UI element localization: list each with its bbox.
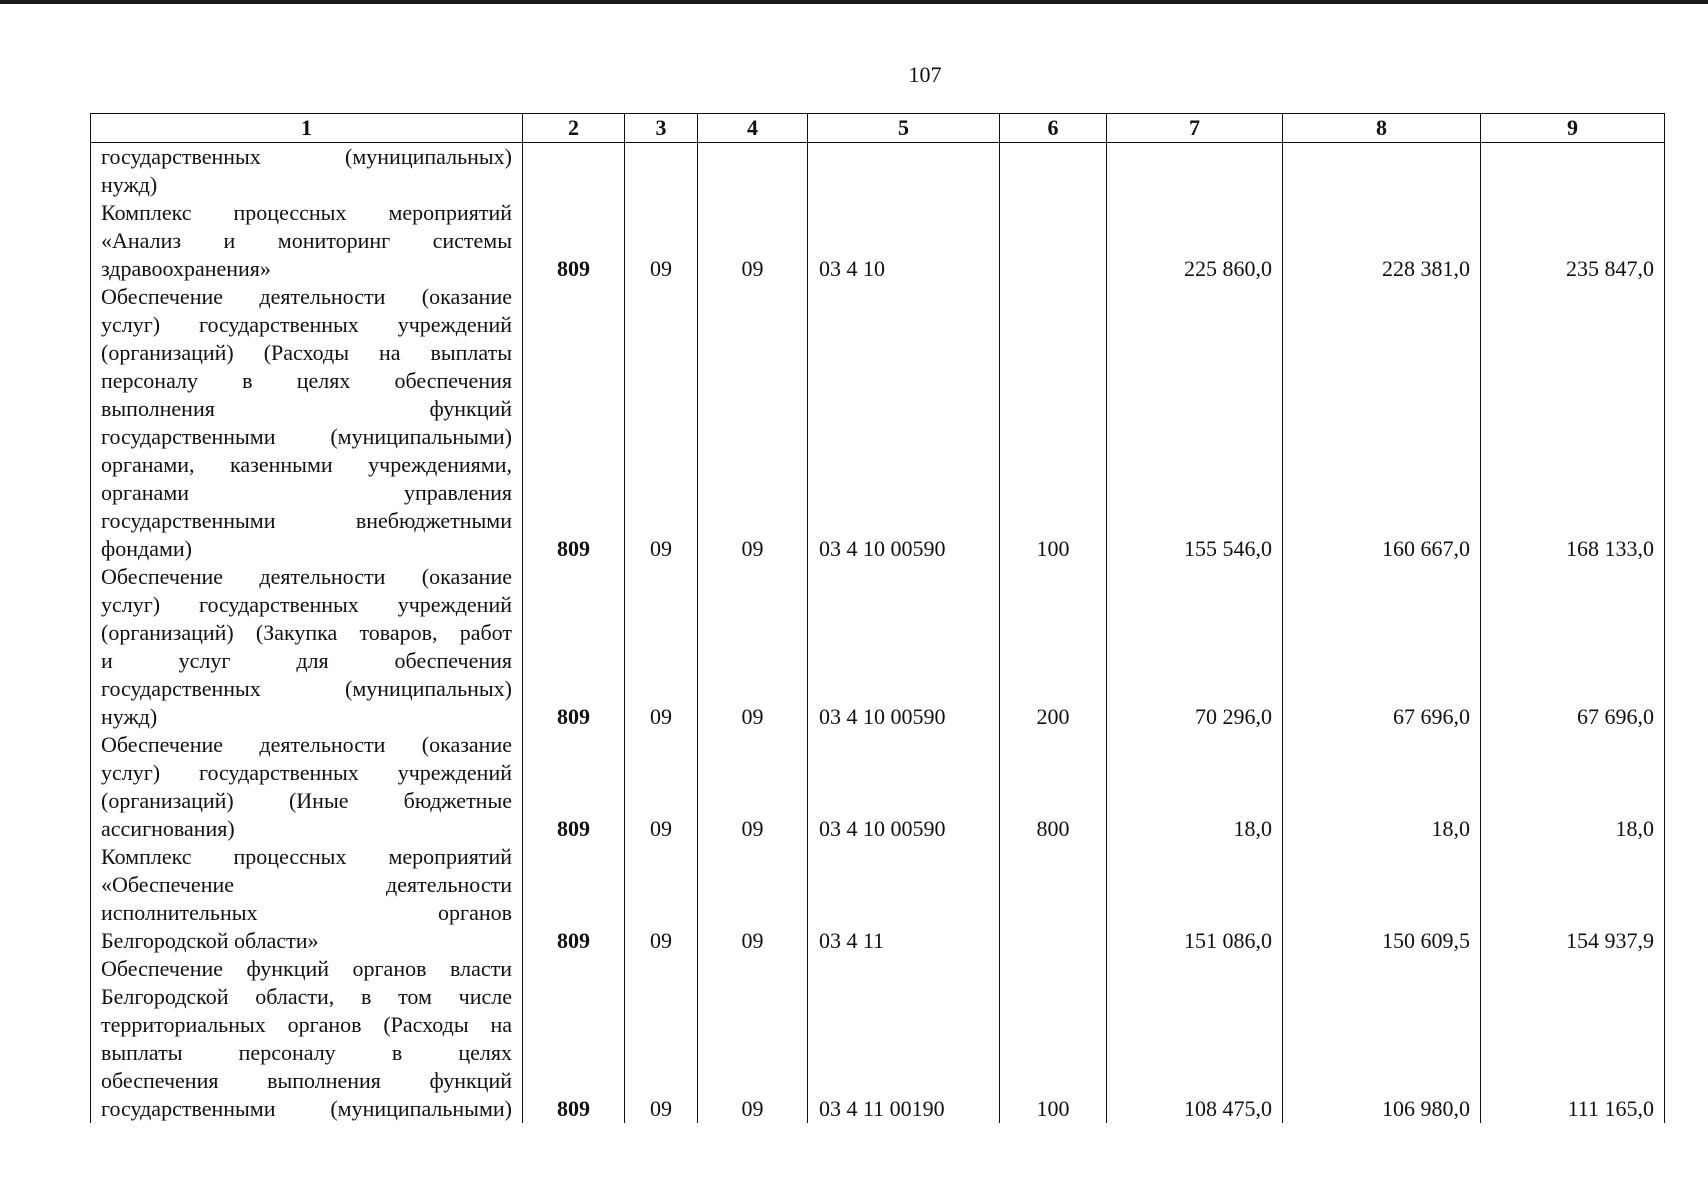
section-cell-value: 09 (650, 256, 672, 281)
description-line: услуг) государственных учреждений (101, 592, 512, 617)
table-row (91, 283, 1665, 563)
description-line: (организаций) (Закупка товаров, работ (101, 620, 512, 645)
ministry-code-cell (523, 199, 625, 283)
description-line: территориальных органов (Расходы на (101, 1012, 512, 1037)
ministry-code-cell-value: 809 (557, 928, 590, 953)
amount-year1-cell (1107, 199, 1283, 283)
amount-year3-cell-value: 154 937,9 (1566, 928, 1654, 953)
amount-year2-cell (1283, 731, 1481, 843)
description-line: Белгородской области, в том числе (101, 984, 512, 1009)
subsection-cell-value: 09 (741, 816, 764, 841)
table-row (91, 955, 1665, 1123)
subsection-cell (698, 143, 808, 200)
subsection-cell-value (698, 171, 807, 199)
description-cell (91, 731, 523, 843)
amount-year2-cell (1283, 955, 1481, 1123)
amount-year2-cell-value: 160 667,0 (1382, 536, 1470, 561)
description-line: выполнения функций (101, 396, 512, 421)
ministry-code-cell-value: 809 (557, 536, 590, 561)
amount-year1-cell-value: 18,0 (1233, 816, 1272, 841)
budget-table (90, 113, 1665, 1123)
subsection-cell (698, 731, 808, 843)
amount-year3-cell-value: 168 133,0 (1566, 536, 1654, 561)
expense-type-cell (1000, 563, 1107, 731)
amount-year1-cell-value: 70 296,0 (1195, 704, 1272, 729)
subsection-cell (698, 955, 808, 1123)
description-line: нужд) (101, 704, 158, 729)
subsection-cell-value: 09 (741, 536, 764, 561)
column-header: 9 (1481, 114, 1665, 143)
description-line: здравоохранения» (101, 256, 271, 281)
amount-year2-cell-value: 228 381,0 (1382, 256, 1470, 281)
amount-year1-cell-value: 151 086,0 (1184, 928, 1272, 953)
expense-type-cell-value: 800 (1036, 816, 1070, 841)
amount-year2-cell (1283, 843, 1481, 955)
description-line: Комплекс процессных мероприятий (101, 200, 512, 225)
amount-year1-cell (1107, 143, 1283, 200)
description-line: услуг) государственных учреждений (101, 760, 512, 785)
target-article-cell-value: 03 4 11 (819, 928, 885, 953)
description-line: органами управления (101, 480, 512, 505)
description-line: государственных (муниципальных) (101, 676, 512, 701)
target-article-cell (808, 199, 1000, 283)
section-cell-value (625, 171, 697, 199)
description-line: государственными (муниципальными) (101, 424, 512, 449)
description-line: персоналу в целях обеспечения (101, 368, 512, 393)
section-cell-value: 09 (650, 704, 672, 729)
amount-year3-cell (1481, 955, 1665, 1123)
section-cell-value: 09 (650, 928, 672, 953)
target-article-cell-value (819, 171, 999, 199)
amount-year3-cell (1481, 199, 1665, 283)
section-cell (625, 731, 698, 843)
description-line: Обеспечение деятельности (оказание (101, 564, 512, 589)
subsection-cell (698, 199, 808, 283)
subsection-cell (698, 843, 808, 955)
amount-year2-cell (1283, 283, 1481, 563)
amount-year1-cell-value (1107, 171, 1272, 199)
expense-type-cell (1000, 731, 1107, 843)
amount-year2-cell (1283, 143, 1481, 200)
section-cell (625, 143, 698, 200)
target-article-cell (808, 563, 1000, 731)
description-line: Белгородской области» (101, 928, 319, 953)
expense-type-cell-value (1000, 255, 1106, 283)
description-line: государственных (муниципальных) (101, 144, 512, 169)
ministry-code-cell (523, 563, 625, 731)
description-line: и услуг для обеспечения (101, 648, 512, 673)
section-cell (625, 283, 698, 563)
amount-year3-cell-value: 111 165,0 (1567, 1096, 1654, 1121)
amount-year3-cell (1481, 731, 1665, 843)
target-article-cell-value: 03 4 10 00590 (819, 816, 946, 841)
column-header: 7 (1107, 114, 1283, 143)
subsection-cell-value: 09 (741, 928, 764, 953)
expense-type-cell (1000, 143, 1107, 200)
target-article-cell-value: 03 4 10 (819, 256, 885, 281)
ministry-code-cell-value: 809 (557, 704, 590, 729)
target-article-cell-value: 03 4 11 00190 (819, 1096, 945, 1121)
description-line: Обеспечение деятельности (оказание (101, 732, 512, 757)
target-article-cell (808, 731, 1000, 843)
column-header: 2 (523, 114, 625, 143)
description-line: Комплекс процессных мероприятий (101, 844, 512, 869)
amount-year3-cell-value: 18,0 (1615, 816, 1654, 841)
description-line: выплаты персоналу в целях (101, 1040, 512, 1065)
section-cell-value: 09 (650, 536, 672, 561)
table-row (91, 843, 1665, 955)
page-number: 107 (908, 62, 942, 87)
subsection-cell (698, 283, 808, 563)
amount-year2-cell-value: 106 980,0 (1382, 1096, 1470, 1121)
description-line: «Анализ и мониторинг системы (101, 228, 512, 253)
amount-year3-cell (1481, 143, 1665, 200)
header-row (91, 114, 1665, 143)
column-header: 5 (808, 114, 1000, 143)
ministry-code-cell (523, 955, 625, 1123)
amount-year1-cell-value: 225 860,0 (1184, 256, 1272, 281)
amount-year3-cell (1481, 283, 1665, 563)
amount-year2-cell (1283, 563, 1481, 731)
section-cell (625, 843, 698, 955)
amount-year3-cell (1481, 843, 1665, 955)
amount-year3-cell-value: 67 696,0 (1577, 704, 1654, 729)
ministry-code-cell (523, 143, 625, 200)
target-article-cell (808, 143, 1000, 200)
expense-type-cell-value: 100 (1036, 1096, 1070, 1121)
description-cell (91, 199, 523, 283)
description-line: исполнительных органов (101, 900, 512, 925)
column-header: 8 (1283, 114, 1481, 143)
ministry-code-cell-value: 809 (557, 256, 590, 281)
description-cell (91, 143, 523, 200)
description-line: «Обеспечение деятельности (101, 872, 512, 897)
subsection-cell (698, 563, 808, 731)
description-line: (организаций) (Иные бюджетные (101, 788, 512, 813)
column-header: 6 (1000, 114, 1107, 143)
expense-type-cell-value: 200 (1036, 704, 1070, 729)
column-header: 1 (91, 114, 523, 143)
expense-type-cell (1000, 955, 1107, 1123)
column-header: 4 (698, 114, 808, 143)
amount-year1-cell-value: 108 475,0 (1184, 1096, 1272, 1121)
description-line: государственными внебюджетными (101, 508, 512, 533)
subsection-cell-value: 09 (741, 1096, 764, 1121)
amount-year2-cell-value: 150 609,5 (1382, 928, 1470, 953)
ministry-code-cell-value: 809 (557, 1096, 590, 1121)
section-cell (625, 955, 698, 1123)
description-cell (91, 563, 523, 731)
description-line: фондами) (101, 536, 193, 561)
description-line: государственными (муниципальными) (101, 1096, 512, 1121)
description-line: обеспечения выполнения функций (101, 1068, 512, 1093)
amount-year1-cell-value: 155 546,0 (1184, 536, 1272, 561)
expense-type-cell-value (1000, 171, 1106, 199)
description-line: органами, казенными учреждениями, (101, 452, 512, 477)
amount-year1-cell (1107, 563, 1283, 731)
expense-type-cell-value: 100 (1036, 536, 1070, 561)
subsection-cell-value: 09 (741, 704, 764, 729)
amount-year1-cell (1107, 731, 1283, 843)
section-cell (625, 563, 698, 731)
ministry-code-cell-value (523, 171, 624, 199)
expense-type-cell (1000, 283, 1107, 563)
section-cell-value: 09 (650, 1096, 672, 1121)
ministry-code-cell-value: 809 (557, 816, 590, 841)
expense-type-cell-value (1000, 927, 1106, 955)
amount-year1-cell (1107, 955, 1283, 1123)
section-cell-value: 09 (650, 816, 672, 841)
amount-year3-cell-value: 235 847,0 (1566, 256, 1654, 281)
section-cell (625, 199, 698, 283)
target-article-cell (808, 283, 1000, 563)
ministry-code-cell (523, 731, 625, 843)
table-row (91, 563, 1665, 731)
target-article-cell (808, 843, 1000, 955)
amount-year2-cell-value: 67 696,0 (1393, 704, 1470, 729)
table-row (91, 199, 1665, 283)
target-article-cell (808, 955, 1000, 1123)
table-row (91, 731, 1665, 843)
expense-type-cell (1000, 199, 1107, 283)
description-cell (91, 283, 523, 563)
scan-top-edge (0, 0, 1708, 4)
table-body (91, 143, 1665, 1124)
target-article-cell-value: 03 4 10 00590 (819, 536, 946, 561)
amount-year2-cell (1283, 199, 1481, 283)
amount-year1-cell (1107, 283, 1283, 563)
expense-type-cell (1000, 843, 1107, 955)
ministry-code-cell (523, 843, 625, 955)
amount-year2-cell-value: 18,0 (1431, 816, 1470, 841)
column-header: 3 (625, 114, 698, 143)
amount-year3-cell-value (1481, 171, 1654, 199)
amount-year2-cell-value (1283, 171, 1470, 199)
subsection-cell-value: 09 (741, 256, 764, 281)
description-line: Обеспечение деятельности (оказание (101, 284, 512, 309)
description-cell (91, 955, 523, 1123)
description-line: ассигнования) (101, 816, 235, 841)
amount-year3-cell (1481, 563, 1665, 731)
description-line: услуг) государственных учреждений (101, 312, 512, 337)
target-article-cell-value: 03 4 10 00590 (819, 704, 946, 729)
description-line: Обеспечение функций органов власти (101, 956, 512, 981)
description-cell (91, 843, 523, 955)
description-line: (организаций) (Расходы на выплаты (101, 340, 512, 365)
table-row (91, 143, 1665, 200)
amount-year1-cell (1107, 843, 1283, 955)
ministry-code-cell (523, 283, 625, 563)
description-line: нужд) (101, 172, 158, 197)
